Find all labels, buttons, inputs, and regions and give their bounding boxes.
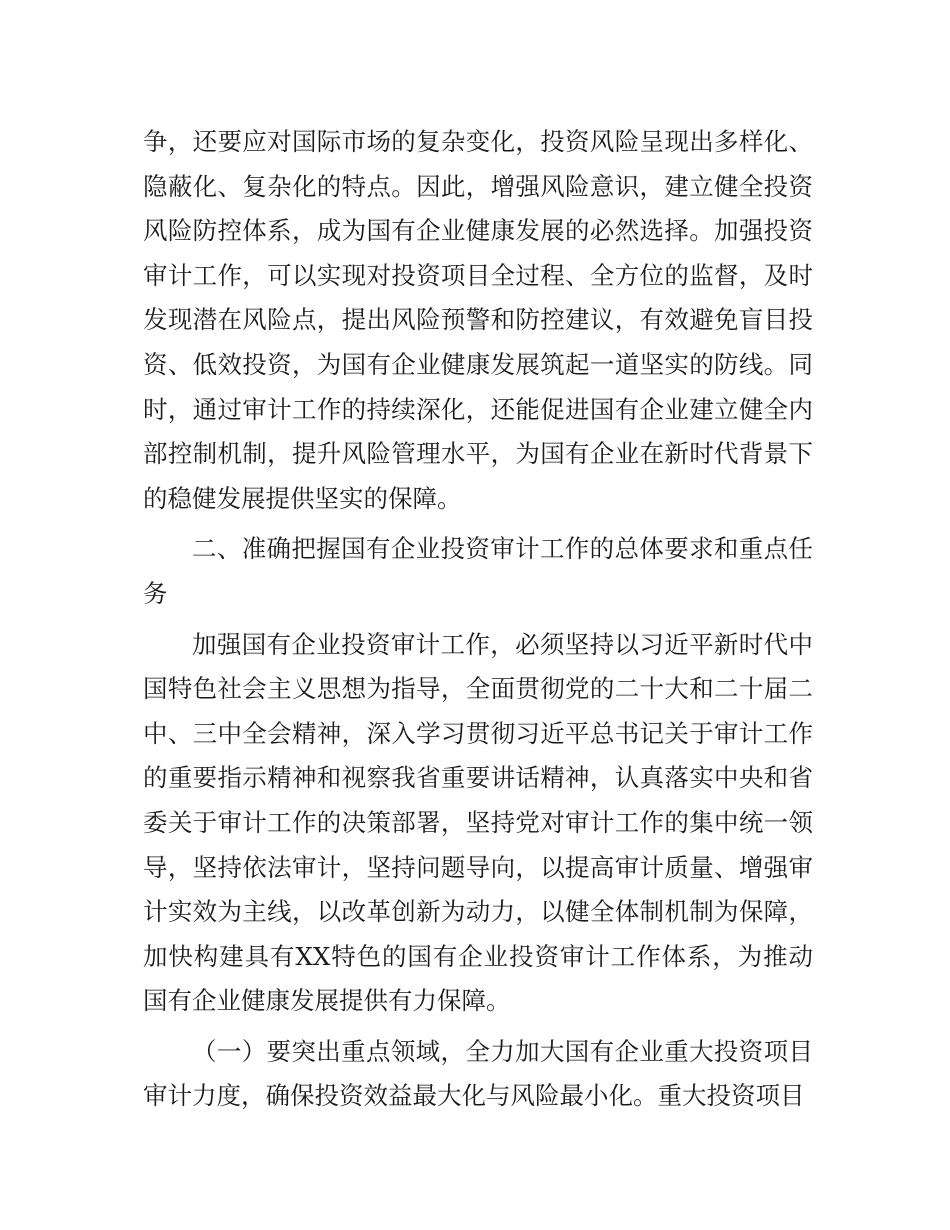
paragraph-key-areas: （一）要突出重点领域，全力加大国有企业重大投资项目审计力度，确保投资效益最大化与风险最小化。重大投资项目 — [143, 1036, 813, 1111]
section-heading-overall-requirements: 二、准确把握国有企业投资审计工作的总体要求和重点任务 — [143, 534, 813, 608]
document-body — [143, 120, 813, 1119]
paragraph-guiding-principles: 加强国有企业投资审计工作，必须坚持以习近平新时代中国特色社会主义思想为指导，全面贯彻党的二十大和二十届二中、三中全会精神，深入学习贯彻习近平总书记关于审计工作的重要指示精神和视察我省重要讲话精神，认真落实中央和省委关于审计工作的决策部署，坚持党对审计工作的集中统一领导，坚持依法审计，坚持问题导向，以提高审计质量、增强审计实效为主线，以改革创新为动力，以健全体制机制为保障，加快构建具有XX特色的国有企业投资审计工作体系，为推动国有企业健康发展提供有力保障。 — [143, 629, 813, 1016]
paragraph-risk-control-continuation: 争，还要应对国际市场的复杂变化，投资风险呈现出多样化、隐蔽化、复杂化的特点。因此，增强风险意识，建立健全投资风险防控体系，成为国有企业健康发展的必然选择。加强投资审计工作，可以实现对投资项目全过程、全方位的监督，及时发现潜在风险点，提出风险预警和防控建议，有效避免盲目投资、低效投资，为国有企业健康发展筑起一道坚实的防线。同时，通过审计工作的持续深化，还能促进国有企业建立健全内部控制机制，提升风险管理水平，为国有企业在新时代背景下的稳健发展提供坚实的保障。 — [143, 127, 813, 513]
